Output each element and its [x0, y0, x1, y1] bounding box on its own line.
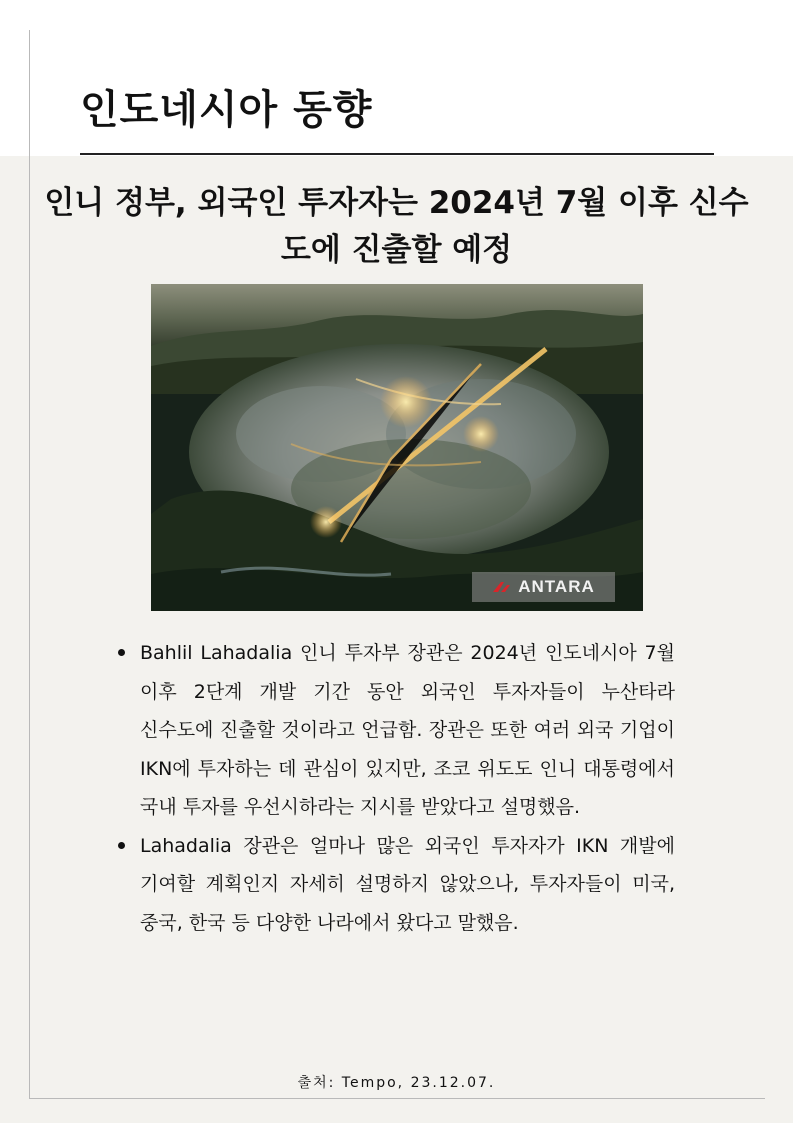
bullet-text: Lahadalia 장관은 얼마나 많은 외국인 투자자가 IKN 개발에 기여할 계획인지 자세히 설명하지 않았으나, 투자자들이 미국, 중국, 한국 등 다양한 나라에서 왔다고 말했음. [140, 834, 675, 934]
antara-watermark [472, 572, 615, 602]
bullet-item [115, 827, 675, 943]
antara-logo-icon [492, 580, 514, 594]
bullet-list [115, 634, 675, 942]
capital-city-aerial-photo [151, 284, 643, 611]
bullet-item [115, 634, 675, 827]
left-border-line [29, 30, 30, 1098]
bottom-border-line [29, 1098, 765, 1099]
section-title: 인도네시아 동향 [80, 87, 373, 133]
bullet-text: Bahlil Lahadalia 인니 투자부 장관은 2024년 인도네시아 7월 이후 2단계 개발 기간 동안 외국인 투자자들이 누산타라 신수도에 진출할 것이라고 언급함. 장관은 또한 여러 외국 기업이 IKN에 투자하는 데 관심이 있지만, 조코 위도도 인니 대통령에서 국내 투자를 우선시하라는 지시를 받았다고 설명했음. [140, 642, 675, 818]
source-citation: 출처: Tempo, 23.12.07. [297, 1075, 496, 1091]
article-headline: 인니 정부, 외국인 투자자는 2024년 7월 이후 신수도에 진출할 예정 [44, 185, 749, 268]
watermark-text: ANTARA [518, 577, 595, 596]
bullet-dot-icon [118, 649, 125, 656]
bullet-dot-icon [118, 842, 125, 849]
title-divider [80, 153, 714, 155]
